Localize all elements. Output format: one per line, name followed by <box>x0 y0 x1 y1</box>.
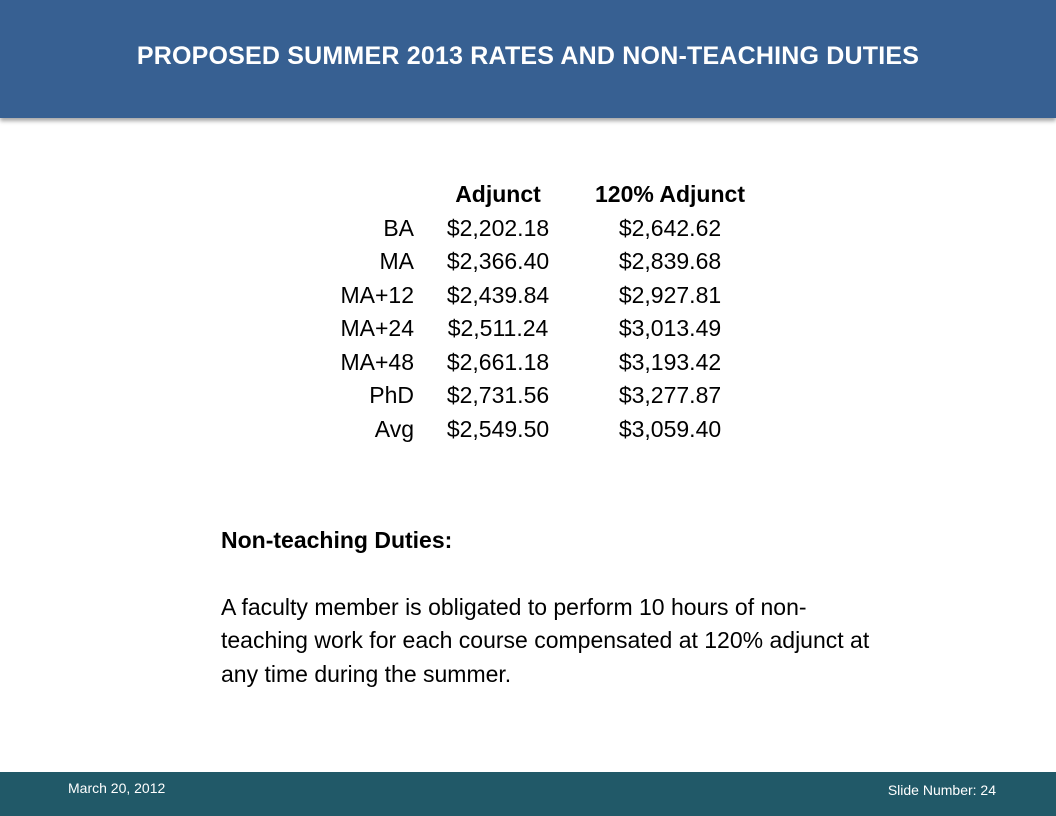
table-header-120-adjunct: 120% Adjunct <box>595 181 745 207</box>
row-label: MA <box>379 248 414 274</box>
row-label: MA+12 <box>340 281 414 308</box>
adjunct-120-rate: $3,059.40 <box>618 415 722 442</box>
table-row <box>300 346 758 380</box>
table-row <box>300 245 758 279</box>
table-header-row <box>300 178 758 212</box>
footer-bar <box>0 772 1056 816</box>
adjunct-rate: $2,366.40 <box>446 248 550 274</box>
title-bar <box>0 0 1056 118</box>
adjunct-120-rate: $3,277.87 <box>618 382 722 408</box>
adjunct-rate: $2,511.24 <box>447 315 549 341</box>
adjunct-120-rate: $2,839.68 <box>618 248 722 274</box>
adjunct-rate: $2,731.56 <box>446 382 550 408</box>
rates-table <box>300 178 758 446</box>
row-label: MA+48 <box>340 348 414 375</box>
table-header-adjunct: Adjunct <box>455 181 541 207</box>
row-label: PhD <box>369 382 414 408</box>
table-row <box>300 413 758 447</box>
duties-heading: Non-teaching Duties: <box>221 527 453 553</box>
footer-date: March 20, 2012 <box>68 780 166 796</box>
duties-body: A faculty member is obligated to perform 10 hours of non-teaching work for each course compensated at 120% adjunct at any time during the summer. <box>221 593 870 687</box>
adjunct-120-rate: $3,013.49 <box>618 315 722 341</box>
table-row <box>300 379 758 413</box>
adjunct-rate: $2,439.84 <box>446 281 550 308</box>
adjunct-rate: $2,549.50 <box>446 415 550 442</box>
adjunct-rate: $2,202.18 <box>446 214 550 241</box>
slide-number: Slide Number: 24 <box>887 782 996 798</box>
adjunct-120-rate: $2,642.62 <box>618 214 722 241</box>
slide-title: PROPOSED SUMMER 2013 RATES AND NON-TEACHING DUTIES <box>136 42 920 70</box>
table-row <box>300 279 758 313</box>
table-row <box>300 212 758 246</box>
row-label: Avg <box>374 415 414 442</box>
adjunct-rate: $2,661.18 <box>446 348 550 375</box>
adjunct-120-rate: $3,193.42 <box>618 348 722 375</box>
table-header-label <box>300 178 414 212</box>
row-label: MA+24 <box>340 315 414 341</box>
adjunct-120-rate: $2,927.81 <box>618 281 722 308</box>
non-teaching-duties <box>221 524 921 691</box>
table-row <box>300 312 758 346</box>
row-label: BA <box>383 214 414 241</box>
